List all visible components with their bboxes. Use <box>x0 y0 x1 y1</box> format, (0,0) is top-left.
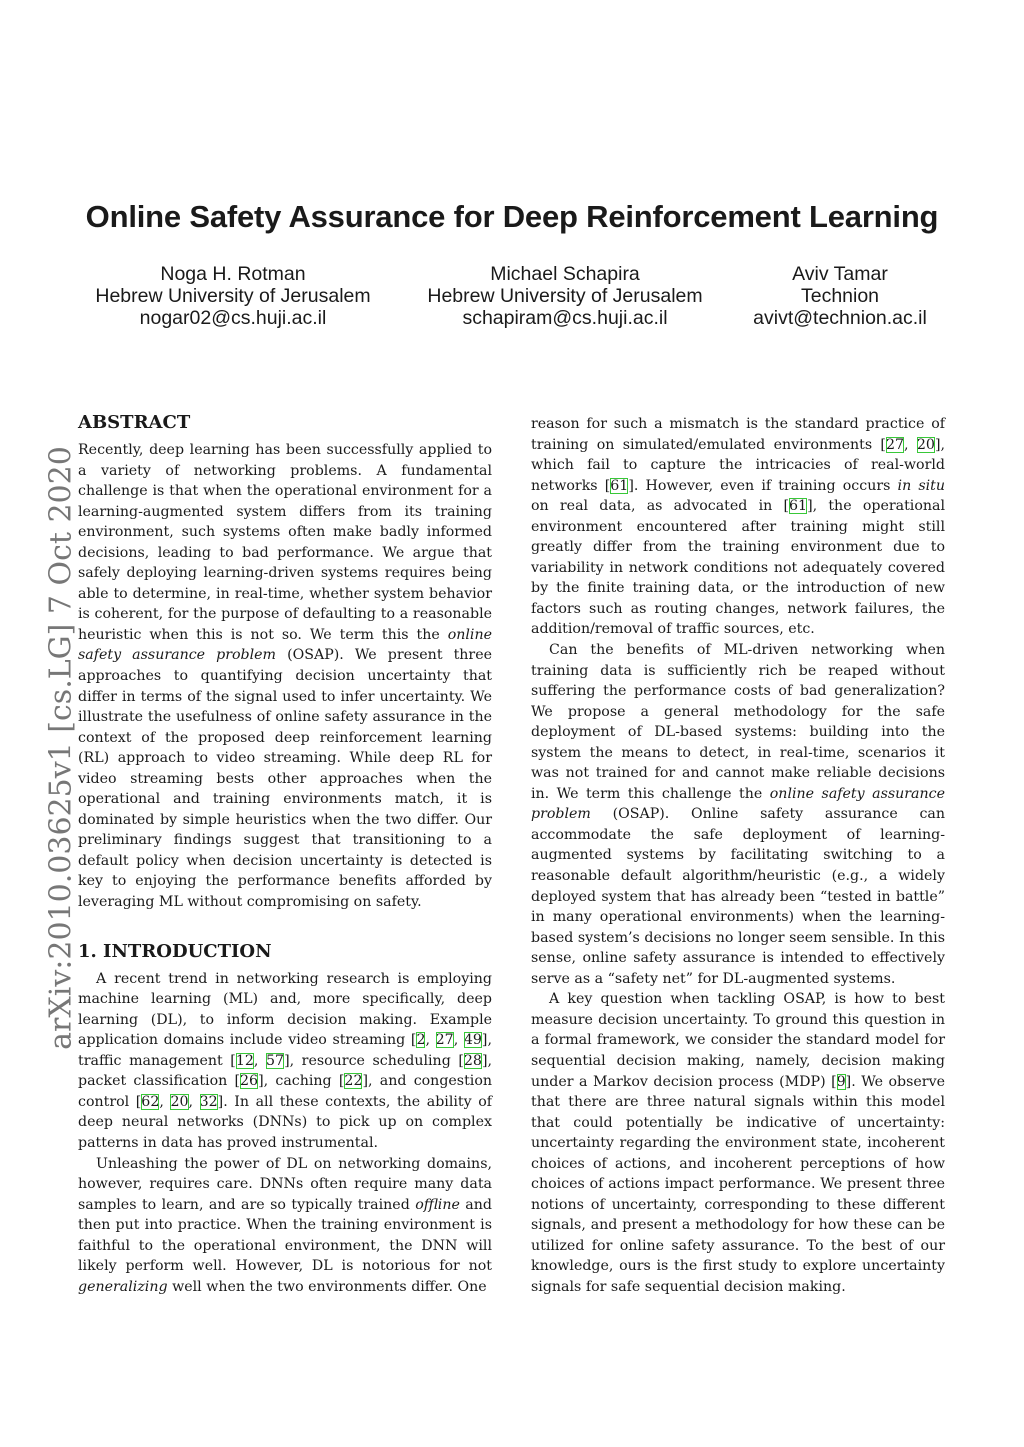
citation-link[interactable]: 22 <box>344 1073 363 1090</box>
paragraph-text: ], which fail to capture the intricacies of real-world networks [ <box>531 436 945 494</box>
abstract-text-part: Recently, deep learning has been successfully applied to a variety of networking problems. A fundamental challenge is that when the operational environment for a learning-augmented system differs from its training environment, such systems often make badly informed decisions, leading to bad performance. We argue that safely deploying learning-driven systems requires being able to determine, in real-time, whether system behavior is coherent, for the purpose of defaulting to a reasonable heuristic when this is not so. We term this the <box>78 442 492 643</box>
left-column <box>78 410 492 1297</box>
citation-link[interactable]: 27 <box>435 1032 454 1049</box>
paragraph-text: A recent trend in networking research is employing machine learning (ML) and, more specifically, deep learning (DL), to inform decision making. Example application domains include video streaming [ <box>78 970 492 1049</box>
citation-link[interactable]: 27 <box>885 436 905 453</box>
author-affiliation: Hebrew University of Jerusalem <box>427 285 703 307</box>
abstract-emphasis: online safety assurance problem <box>78 626 492 664</box>
section-heading-introduction: 1. INTRODUCTION <box>78 940 272 962</box>
citation-link[interactable]: 61 <box>610 477 629 494</box>
citation-link[interactable]: 32 <box>199 1093 218 1110</box>
author-affiliation: Technion <box>800 285 880 307</box>
citation-separator: , <box>904 436 917 453</box>
abstract-text-part: (OSAP). We present three approaches to quantifying decision uncertainty that differ in terms of the signal used to infer uncertainty. We illustrate the usefulness of online safety assurance in the context of the proposed deep reinforcement learning (RL) approach to video streaming. While deep RL for video streaming bests other approaches when the operational and training environments match, it is dominated by simple heuristics when the two differ. Our preliminary findings suggest that transitioning to a default policy when decision uncertainty is detected is key to enjoying the performance benefits afforded by leveraging ML without compromising on safety. <box>78 647 492 911</box>
author-block <box>88 263 378 329</box>
abstract-text <box>78 440 492 913</box>
paragraph-text: reason for such a mismatch is the standard practice of training on simulated/emulated environments [ <box>531 416 945 453</box>
paragraph-text: well when the two environments differ. One <box>167 1278 487 1295</box>
citation-separator: , <box>159 1093 171 1110</box>
author-block <box>742 263 938 329</box>
paragraph-text: (OSAP). Online safety assurance can accommodate the safe deployment of learning-augmented systems by facilitating switching to a reasonable default algorithm/heuristic (e.g., a widely deployed system that has already been “tested in battle” in many operational environments) when the learning-based system’s decisions no longer seem sensible. In this sense, online safety assurance is intended to effectively serve as a “safety net” for DL-augmented systems. <box>531 806 945 987</box>
paragraph-text: ]. We observe that there are three natural signals within this model that could potentially be indicative of uncertainty: uncertainty regarding the environment state, incoherent choices of actions, and incoherent perceptions of how choices of actions impact performance. We present three notions of uncertainty, corresponding to these different signals, and present a methodology for how these can be utilized for online safety assurance. To the best of our knowledge, ours is the first study to explore uncertainty signals for safe sequential decision making. <box>531 1073 945 1295</box>
emphasis-text: in situ <box>897 477 945 494</box>
author-name: Michael Schapira <box>490 263 640 285</box>
right-column <box>531 414 945 1298</box>
author-block <box>412 263 718 329</box>
citation-link[interactable]: 20 <box>916 436 935 453</box>
paragraph-text: ]. However, even if training occurs <box>628 477 898 494</box>
citation-link[interactable]: 62 <box>141 1093 160 1110</box>
citation-separator: , <box>453 1032 464 1049</box>
paragraph-text: ], and congestion control [ <box>78 1073 492 1110</box>
citation-separator: , <box>425 1032 436 1049</box>
citation-link[interactable]: 20 <box>170 1093 189 1110</box>
paragraph-text: Unleashing the power of DL on networking domains, however, requires care. DNNs often require many data samples to learn, and are so typically trained <box>78 1155 492 1213</box>
citation-link[interactable]: 28 <box>463 1052 482 1069</box>
paragraph-text: Can the benefits of ML-driven networking when training data is sufficiently rich be reaped without suffering the performance costs of bad generalization? We propose a general methodology for the safe deployment of DL-based systems: building into the system the means to detect, in real-time, scenarios it was not trained for and cannot make reliable decisions in. We term this challenge the <box>531 642 945 802</box>
intro-paragraph-4 <box>531 989 945 1297</box>
citation-link[interactable]: 61 <box>789 498 808 515</box>
author-email: avivt@technion.ac.il <box>753 307 927 329</box>
citation-link[interactable]: 2 <box>416 1032 426 1049</box>
arxiv-identifier-text: arXiv:2010.03625v1 [cs.LG] 7 Oct 2020 <box>43 446 79 1050</box>
citation-separator: , <box>253 1052 266 1069</box>
paragraph-text: ], resource scheduling [ <box>284 1052 464 1069</box>
paragraph-text: A key question when tackling OSAP, is how to best measure decision uncertainty. To ground this question in a formal framework, we consider the standard model for sequential decision making, namely, decision making under a Markov decision process (MDP) [ <box>531 991 945 1090</box>
author-name: Aviv Tamar <box>792 263 888 285</box>
author-email: nogar02@cs.huji.ac.il <box>139 307 327 329</box>
intro-paragraph-2-continued <box>531 414 945 640</box>
paragraph-text: on real data, as advocated in [ <box>531 498 790 515</box>
intro-paragraph-1 <box>78 969 492 1154</box>
intro-paragraph-2 <box>78 1154 492 1298</box>
intro-paragraph-3 <box>531 640 945 989</box>
emphasis-text: offline <box>415 1196 460 1213</box>
emphasis-text: generalizing <box>78 1278 168 1295</box>
abstract-heading: ABSTRACT <box>78 412 191 433</box>
author-name: Noga H. Rotman <box>160 263 306 285</box>
citation-link[interactable]: 9 <box>836 1073 846 1090</box>
paragraph-text: ], caching [ <box>258 1073 345 1090</box>
paragraph-text: ], traffic management [ <box>78 1032 492 1069</box>
citation-link[interactable]: 49 <box>463 1032 482 1049</box>
emphasis-text: online safety assurance problem <box>531 785 945 823</box>
paper-title: Online Safety Assurance for Deep Reinforcement Learning <box>85 198 939 234</box>
paragraph-text: and then put into practice. When the training environment is faithful to the operational environment, the DNN will likely perform well. However, DL is notorious for not <box>78 1196 492 1275</box>
citation-link[interactable]: 57 <box>266 1052 285 1069</box>
author-email: schapiram@cs.huji.ac.il <box>462 307 668 329</box>
citation-link[interactable]: 26 <box>240 1073 259 1090</box>
paragraph-text: ], packet classification [ <box>78 1052 492 1090</box>
paragraph-text: ]. In all these contexts, the ability of deep neural networks (DNNs) to pick up on complex patterns in data has proved instrumental. <box>78 1093 492 1151</box>
citation-link[interactable]: 12 <box>235 1052 254 1069</box>
author-affiliation: Hebrew University of Jerusalem <box>95 285 371 307</box>
paragraph-text: ], the operational environment encountered after training might still greatly differ from the training environment due to variability in network conditions not adequately covered by the finite training data, or the introduction of new factors such as routing changes, network failures, the addition/removal of traffic sources, etc. <box>531 498 945 638</box>
citation-separator: , <box>188 1093 200 1110</box>
